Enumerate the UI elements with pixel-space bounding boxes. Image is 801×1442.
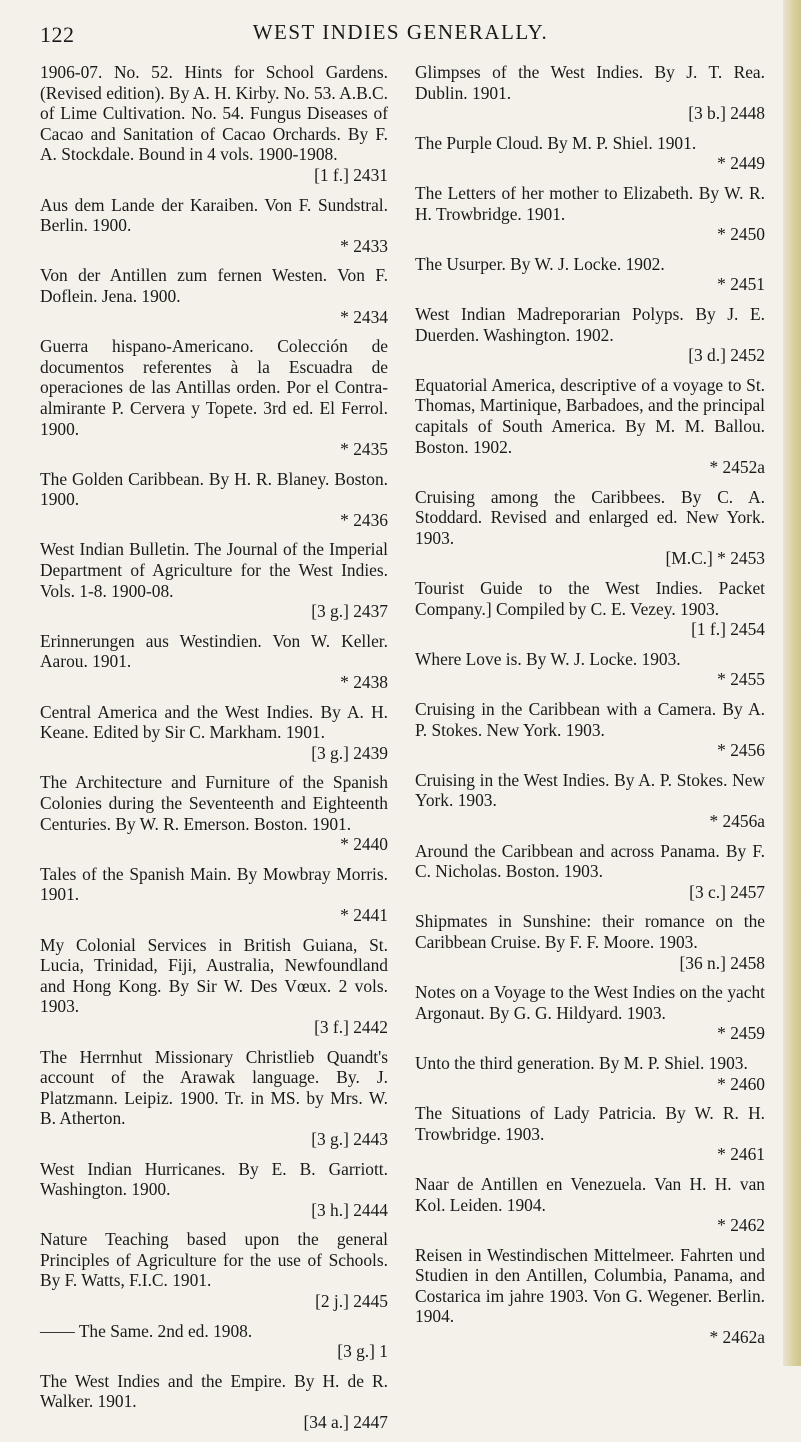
- entry-text: Glimpses of the West Indies. By J. T. Rea. Dublin. 1901.: [415, 62, 765, 103]
- bibliography-entry: [40, 1229, 388, 1311]
- entry-imprint: * 2452a: [709, 457, 765, 478]
- entry-text: Notes on a Voyage to the West Indies on the yacht Argonaut. By G. G. Hildyard. 1903.: [415, 982, 765, 1023]
- bibliography-entry: [40, 702, 388, 764]
- entry-text: Cruising in the Caribbean with a Camera. By A. P. Stokes. New York. 1903.: [415, 699, 765, 740]
- entry-text: Aus dem Lande der Karaiben. Von F. Sundstral. Berlin. 1900.: [40, 194, 388, 236]
- bibliography-entry: [415, 1053, 765, 1094]
- entry-text: —— The Same. 2nd ed. 1908.: [40, 1320, 253, 1341]
- entry-imprint: * 2436: [340, 509, 388, 530]
- entry-imprint: [3 g.] 2437: [311, 601, 388, 622]
- bibliography-entry: [415, 254, 765, 295]
- bibliography-entry: [415, 304, 765, 366]
- entry-imprint: [3 d.] 2452: [688, 345, 765, 366]
- entry-imprint: * 2435: [340, 439, 388, 460]
- entry-imprint: * 2434: [340, 306, 388, 327]
- bibliography-entry: [40, 469, 388, 531]
- bibliography-entry: [415, 133, 765, 174]
- entry-text: West Indian Hurricanes. By E. B. Garriott. Washington. 1900.: [40, 1158, 388, 1200]
- entry-text: The Purple Cloud. By M. P. Shiel. 1901.: [415, 132, 697, 153]
- entry-imprint: [36 n.] 2458: [679, 952, 765, 973]
- bibliography-entry: [40, 1159, 388, 1221]
- entry-text: Tales of the Spanish Main. By Mowbray Morris. 1901.: [40, 863, 388, 905]
- bibliography-entry: [40, 1371, 388, 1433]
- entry-imprint: * 2440: [340, 834, 388, 855]
- bibliography-entry: [40, 539, 388, 621]
- entry-imprint: * 2450: [717, 224, 765, 245]
- page-edge: [783, 0, 801, 1366]
- entry-text: Around the Caribbean and across Panama. By F. C. Nicholas. Boston. 1903.: [415, 840, 765, 882]
- entry-imprint: [3 f.] 2442: [314, 1016, 388, 1037]
- entry-text: West Indian Bulletin. The Journal of the Imperial Department of Agriculture for the West Indies. Vols. 1-8. 1900-08.: [40, 539, 388, 601]
- bibliography-entry: [415, 1245, 765, 1348]
- entry-text: Tourist Guide to the West Indies. Packet Company.] Compiled by C. E. Vezey. 1903.: [415, 578, 765, 619]
- entry-imprint: * 2451: [717, 274, 765, 295]
- entry-imprint: [3 g.] 2439: [311, 742, 388, 763]
- entry-text: West Indian Madreporarian Polyps. By J. E. Duerden. Washington. 1902.: [415, 303, 765, 345]
- entry-imprint: * 2433: [340, 235, 388, 256]
- entry-text: Reisen in Westindischen Mittelmeer. Fahrten und Studien in den Antillen, Columbia, Panama, and Costarica im jahre 1903. Von G. Wegener. Berlin. 1904.: [415, 1244, 765, 1327]
- bibliography-entry: [415, 770, 765, 832]
- entry-imprint: * 2462: [717, 1215, 765, 1236]
- entry-imprint: [3 c.] 2457: [689, 881, 765, 902]
- bibliography-entry: [40, 265, 388, 327]
- entry-imprint: [34 a.] 2447: [303, 1412, 388, 1433]
- bibliography-entry: [40, 864, 388, 926]
- entry-imprint: [1 f.] 2431: [314, 164, 388, 185]
- bibliography-entry: [415, 911, 765, 973]
- entry-text: The Usurper. By W. J. Locke. 1902.: [415, 253, 665, 274]
- entry-imprint: * 2449: [717, 153, 765, 174]
- right-column: [415, 62, 765, 1357]
- entry-imprint: [3 g.] 2443: [311, 1128, 388, 1149]
- entry-imprint: * 2456: [717, 740, 765, 761]
- entry-imprint: [3 b.] 2448: [688, 103, 765, 124]
- entry-imprint: [2 j.] 2445: [315, 1291, 388, 1312]
- entry-text: My Colonial Services in British Guiana, St. Lucia, Trinidad, Fiji, Australia, Newfoundland and Hong Kong. By Sir W. Des Vœux. 2 vols. 1903.: [40, 934, 388, 1017]
- entry-imprint: * 2460: [717, 1073, 765, 1094]
- bibliography-entry: [415, 183, 765, 245]
- bibliography-entry: [415, 649, 765, 690]
- running-title: WEST INDIES GENERALLY.: [252, 20, 549, 44]
- entry-imprint: [M.C.] * 2453: [665, 548, 765, 569]
- entry-text: The Situations of Lady Patricia. By W. R. H. Trowbridge. 1903.: [415, 1103, 765, 1144]
- entry-imprint: * 2438: [340, 672, 388, 693]
- bibliography-entry: [415, 578, 765, 640]
- bibliography-entry: [415, 982, 765, 1044]
- entry-text: Erinnerungen aus Westindien. Von W. Keller. Aarou. 1901.: [40, 630, 388, 672]
- bibliography-entry: [40, 62, 388, 186]
- bibliography-entry: [415, 1174, 765, 1236]
- bibliography-entry: [415, 375, 765, 478]
- entry-text: The Architecture and Furniture of the Spanish Colonies during the Seventeenth and Eighteenth Centuries. By W. R. Emerson. Boston. 1901.: [40, 772, 388, 834]
- entry-imprint: [3 g.] 1: [337, 1341, 388, 1362]
- bibliography-entry: [415, 699, 765, 761]
- page-number: 122: [40, 22, 75, 47]
- entry-text: Equatorial America, descriptive of a voyage to St. Thomas, Martinique, Barbadoes, and the principal capitals of South America. By M. M. Ballou. Boston. 1902.: [415, 374, 765, 457]
- bibliography-entry: [40, 336, 388, 460]
- entry-text: 1906-07. No. 52. Hints for School Gardens. (Revised edition). By A. H. Kirby. No. 53. A.B.C. of Lime Cultivation. No. 54. Fungus Diseases of Cacao and Sanitation of Cacao Orchards. By F. A. Stockdale. Bound in 4 vols. 1900-1908.: [40, 62, 388, 165]
- entry-text: Shipmates in Sunshine: their romance on the Caribbean Cruise. By F. F. Moore. 1903.: [415, 911, 765, 952]
- entry-text: Central America and the West Indies. By A. H. Keane. Edited by Sir C. Markham. 1901.: [40, 701, 388, 743]
- bibliography-entry: [40, 935, 388, 1038]
- entry-text: The West Indies and the Empire. By H. de R. Walker. 1901.: [40, 1370, 388, 1412]
- entry-text: Nature Teaching based upon the general Principles of Agriculture for the use of Schools. By F. Watts, F.I.C. 1901.: [40, 1229, 388, 1291]
- bibliography-entry: [40, 631, 388, 693]
- entry-imprint: [3 h.] 2444: [311, 1199, 388, 1220]
- entry-text: Cruising among the Caribbees. By C. A. Stoddard. Revised and enlarged ed. New York. 1903.: [415, 486, 765, 548]
- entry-imprint: * 2455: [717, 669, 765, 690]
- entry-imprint: * 2459: [717, 1023, 765, 1044]
- entry-imprint: * 2462a: [709, 1327, 765, 1348]
- bibliography-entry: [40, 772, 388, 854]
- bibliography-entry: [415, 1103, 765, 1165]
- bibliography-entry: [40, 1047, 388, 1150]
- bibliography-entry: [415, 841, 765, 903]
- bibliography-entry: [415, 62, 765, 124]
- entry-imprint: * 2461: [717, 1144, 765, 1165]
- bibliography-entry: [415, 487, 765, 569]
- entry-text: The Golden Caribbean. By H. R. Blaney. Boston. 1900.: [40, 468, 388, 510]
- entry-text: The Herrnhut Missionary Christlieb Quandt's account of the Arawak language. By. J. Platzmann. Leipiz. 1900. Tr. in MS. by Mrs. W. B. Atherton.: [40, 1046, 388, 1129]
- entry-imprint: [1 f.] 2454: [691, 619, 765, 640]
- entry-imprint: * 2456a: [709, 811, 765, 831]
- left-column: [40, 62, 388, 1442]
- entry-text: Cruising in the West Indies. By A. P. Stokes. New York. 1903.: [415, 769, 765, 811]
- bibliography-entry: [40, 1321, 388, 1362]
- entry-text: Naar de Antillen en Venezuela. Van H. H. van Kol. Leiden. 1904.: [415, 1173, 765, 1215]
- bibliography-entry: [40, 195, 388, 257]
- entry-imprint: * 2441: [340, 904, 388, 925]
- entry-text: Unto the third generation. By M. P. Shiel. 1903.: [415, 1052, 748, 1073]
- entry-text: The Letters of her mother to Elizabeth. By W. R. H. Trowbridge. 1901.: [415, 182, 765, 224]
- entry-text: Guerra hispano-Americano. Colección de documentos referentes à la Escuadra de operaciones de las Antillas orden. Por el Contra-almirante P. Cervera y Topete. 3rd ed. El Ferrol. 1900.: [40, 336, 388, 439]
- entry-text: Where Love is. By W. J. Locke. 1903.: [415, 648, 681, 669]
- entry-text: Von der Antillen zum fernen Westen. Von F. Doflein. Jena. 1900.: [40, 265, 388, 306]
